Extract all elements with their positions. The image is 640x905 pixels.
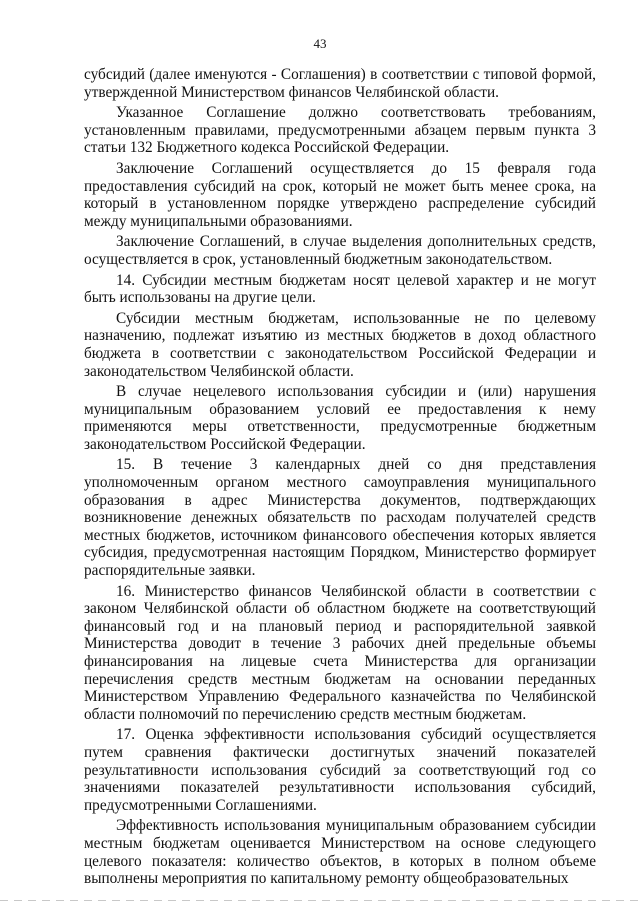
paragraph: Субсидии местным бюджетам, использованные не по целевому назначению, подлежат изъятию из местных бюджетов в доход областного бюджета в соответствии с законодательством Российской Федерации и законодательством Челябинской области. — [84, 309, 596, 380]
paragraph: Заключение Соглашений осуществляется до 15 февраля года предоставления субсидий на срок, который не может быть менее срока, на который в установленном порядке утверждено распределение субсидий между муниципальными образованиями. — [84, 159, 596, 230]
paragraph-item-15: 15. В течение 3 календарных дней со дня представления уполномоченным органом местного самоуправления муниципального образования в адрес Министерства документов, подтверждающих возникновение денежных обязательств по расходам получателей средств местных бюджетов, источником финансового обеспечения которых является субсидия, предусмотренная настоящим Порядком, Министерство формирует распорядительные заявки. — [84, 456, 596, 580]
page-number: 43 — [313, 36, 327, 51]
paragraph: В случае нецелевого использования субсидии и (или) нарушения муниципальным образованием условий ее предоставления к нему применяются меры ответственности, предусмотренные бюджетным законодательством Российской Федерации. — [84, 383, 596, 453]
scan-edge-divider — [0, 900, 640, 901]
paragraph-item-16: 16. Министерство финансов Челябинской области в соответствии с законом Челябинской области об областном бюджете на соответствующий финансовый год и на плановый период и распорядительной заявкой Министерства доводит в течение 3 рабочих дней предельные объемы финансирования на лицевые счета Министерства для организации перечисления средств местным бюджетам на основании переданных Министерством Управлению Федерального казначейства по Челябинской области полномочий по перечислению средств местным бюджетам. — [84, 582, 596, 723]
paragraph-item-14: 14. Субсидии местным бюджетам носят целевой характер и не могут быть использованы на другие цели. — [84, 271, 596, 307]
paragraph: Заключение Соглашений, в случае выделения дополнительных средств, осуществляется в срок, установленный бюджетным законодательством. — [84, 233, 596, 268]
document-body — [84, 66, 596, 891]
paragraph-item-17: 17. Оценка эффективности использования субсидий осуществляется путем сравнения фактически достигнутых значений показателей результативности использования субсидий за соответствующий год со значениями показателей результативности использования субсидий, предусмотренными Соглашениями. — [84, 726, 596, 814]
paragraph: субсидий (далее именуются - Соглашения) в соответствии с типовой формой, утвержденной Министерством финансов Челябинской области. — [84, 66, 596, 101]
paragraph: Эффективность использования муниципальным образованием субсидии местным бюджетам оценивается Министерством на основе следующего целевого показателя: количество объектов, в которых в полном объеме выполнены мероприятия по капитальному ремонту общеобразовательных — [84, 817, 596, 888]
paragraph: Указанное Соглашение должно соответствовать требованиям, установленным правилами, предусмотренными абзацем первым пункта 3 статьи 132 Бюджетного кодекса Российской Федерации. — [84, 104, 596, 157]
